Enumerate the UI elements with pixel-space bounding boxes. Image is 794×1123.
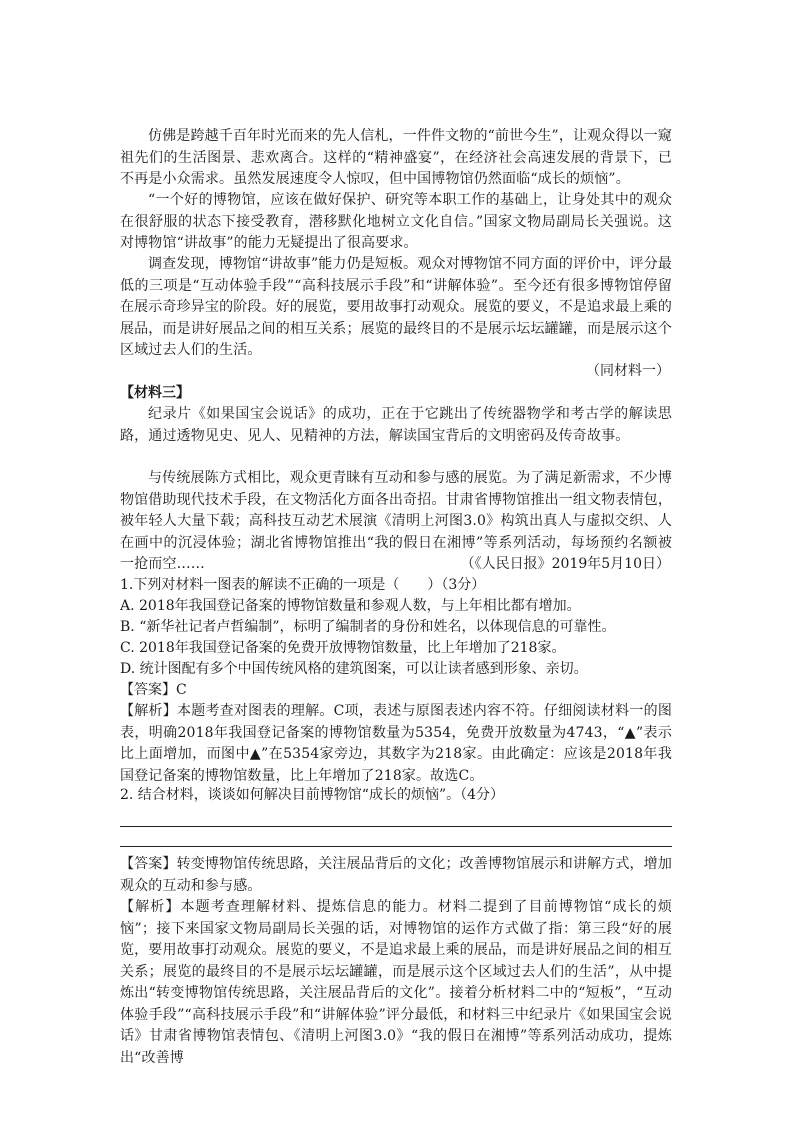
question-1-option-b: B. “新华社记者卢哲编制”，标明了编制者的身份和姓名，以体现信息的可靠性。 <box>120 619 616 635</box>
answer-line-1 <box>120 826 672 827</box>
question-2-explanation: 【解析】本题考查理解材料、提炼信息的能力。材料二提到了目前博物馆“成长的烦恼”；接下来国家文物局副局长关强的话，对博物馆的运作方式做了指：第三段“好的展览，要用故事打动观众。展览的要义，不是追求最上乘的展品，而是讲好展品之间的相互关系；展览的最终目的不是展示坛坛罐罐，而是展示这个区域过去人们的生活”，从中提炼出“转变博物馆传统思路，关注展品背后的文化”。接着分析材料二中的“短板”，“互动体验手段”“高科技展示手段”和“讲解体验”评分最低，和材料三中纪录片《如果国宝会说话》甘肃省博物馆表情包、《清明上河图3.0》“我的假日在湘博”等系列活动成功，提炼出“改善博 <box>120 899 672 1066</box>
question-2: 2. 结合材料，谈谈如何解决目前博物馆“成长的烦恼”。（4分） <box>120 787 505 803</box>
question-1-option-d: D. 统计图配有多个中国传统风格的建筑图案，可以让读者感到形象、亲切。 <box>120 661 588 677</box>
material-two-source: （同材料一） <box>586 363 670 379</box>
question-2-answer: 【答案】转变博物馆传统思路，关注展品背后的文化；改善博物馆展示和讲解方式，增加观众的互动和参与感。 <box>120 856 672 894</box>
material-three-heading: 【材料三】 <box>120 385 190 401</box>
material-three-source: （《人民日报》2019年5月10日） <box>460 556 670 572</box>
material-two-paragraph-1: 仿佛是跨越千百年时光而来的先人信札，一件件文物的“前世今生”，让观众得以一窥祖先们的生活图景、悲欢离合。这样的“精神盛宴”，在经济社会高速发展的背景下，已不再是小众需求。虽然发展速度令人惊叹，但中国博物馆仍然面临“成长的烦恼”。 <box>120 128 673 187</box>
answer-line-2 <box>120 846 672 847</box>
question-1-option-c: C. 2018年我国登记备案的免费开放博物馆数量，比上年增加了218家。 <box>120 640 566 656</box>
material-three-paragraph-2: 与传统展陈方式相比，观众更青睐有互动和参与感的展览。为了满足新需求，不少博物馆借助现代技术手段，在文物活化方面各出奇招。甘肃省博物馆推出一组文物表情包，被年轻人大量下载；高科技互动艺术展演《清明上河图3.0》构筑出真人与虚拟交织、人在画中的沉浸体验；湖北省博物馆推出“我的假日在湘博”等系列活动，每场预约名额被一抢而空…… <box>120 470 672 572</box>
question-1-option-a: A. 2018年我国登记备案的博物馆数量和参观人数，与上年相比都有增加。 <box>120 598 581 614</box>
material-two-paragraph-2: “一个好的博物馆，应该在做好保护、研究等本职工作的基础上，让身处其中的观众在很舒服的状态下接受教育，潜移默化地树立文化自信。”国家文物局副局长关强说。这对博物馆“讲故事”的能力无疑提出了很高要求。 <box>120 192 672 251</box>
material-two-paragraph-3: 调查发现，博物馆“讲故事”能力仍是短板。观众对博物馆不同方面的评价中，评分最低的三项是“互动体验手段”“高科技展示手段”和“讲解体验”。至今还有很多博物馆停留在展示奇珍异宝的阶段。好的展览，要用故事打动观众。展览的要义，不是追求最上乘的展品，而是讲好展品之间的相互关系；展览的最终目的不是展示坛坛罐罐，而是展示这个区域过去人们的生活。 <box>120 256 673 358</box>
question-1-explanation: 【解析】本题考查对图表的理解。C项，表述与原图表述内容不符。仔细阅读材料一的图表，明确2018年我国登记备案的博物馆数量为5354，免费开放数量为4743，“▲”表示比上面增加，而图中▲”在5354家旁边，其数字为218家。由此确定：应该是2018年我国登记备案的博物馆数量，比上年增加了218家。故选C。 <box>120 703 672 784</box>
question-1: 1.下列对材料一图表的解读不正确的一项是（ ）（3分） <box>120 577 486 593</box>
question-1-answer: 【答案】C <box>120 682 187 698</box>
material-three-paragraph-1: 纪录片《如果国宝会说话》的成功，正在于它跳出了传统器物学和考古学的解读思路，通过透物见史、见人、见精神的方法，解读国宝背后的文明密码及传奇故事。 <box>120 406 672 444</box>
